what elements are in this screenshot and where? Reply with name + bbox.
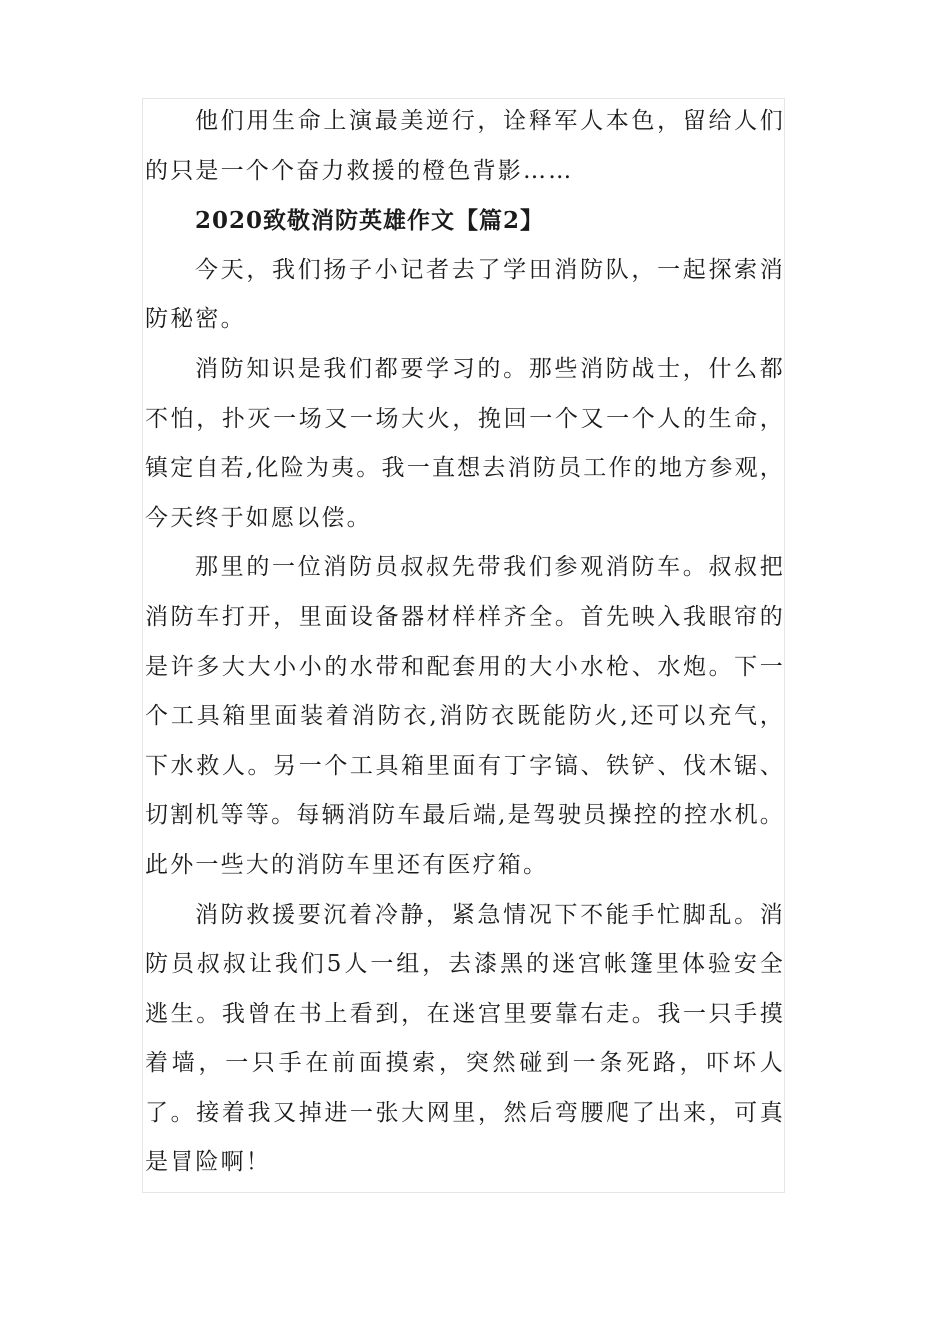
paragraph-intro: 他们用生命上演最美逆行，诠释军人本色，留给人们的只是一个个奋力救援的橙色背影……	[145, 108, 785, 184]
document-body	[145, 97, 785, 1188]
paragraph: 今天，我们扬子小记者去了学田消防队，一起探索消防秘密。	[145, 256, 785, 333]
paragraph: 消防知识是我们都要学习的。那些消防战士，什么都不怕，扑灭一场又一场大火，挽回一个又一个人的生命，镇定自若,化险为夷。我一直想去消防员工作的地方参观，今天终于如愿以偿。	[145, 355, 785, 531]
section-heading: 2020致敬消防英雄作文【篇2】	[195, 207, 545, 235]
paragraph: 那里的一位消防员叔叔先带我们参观消防车。叔叔把消防车打开，里面设备器材样样齐全。首先映入我眼帘的是许多大大小小的水带和配套用的大小水枪、水炮。下一个工具箱里面装着消防衣,消防衣既能防火,还可以充气，下水救人。另一个工具箱里面有丁字镐、铁铲、伐木锯、切割机等等。每辆消防车最后端,是驾驶员操控的控水机。此外一些大的消防车里还有医疗箱。	[145, 554, 785, 878]
paragraph: 消防救援要沉着冷静，紧急情况下不能手忙脚乱。消防员叔叔让我们5人一组，去漆黑的迷宫帐篷里体验安全逃生。我曾在书上看到，在迷宫里要靠右走。我一只手摸着墙，一只手在前面摸索，突然碰到一条死路，吓坏人了。接着我又掉进一张大网里，然后弯腰爬了出来，可真是冒险啊！	[145, 901, 785, 1176]
